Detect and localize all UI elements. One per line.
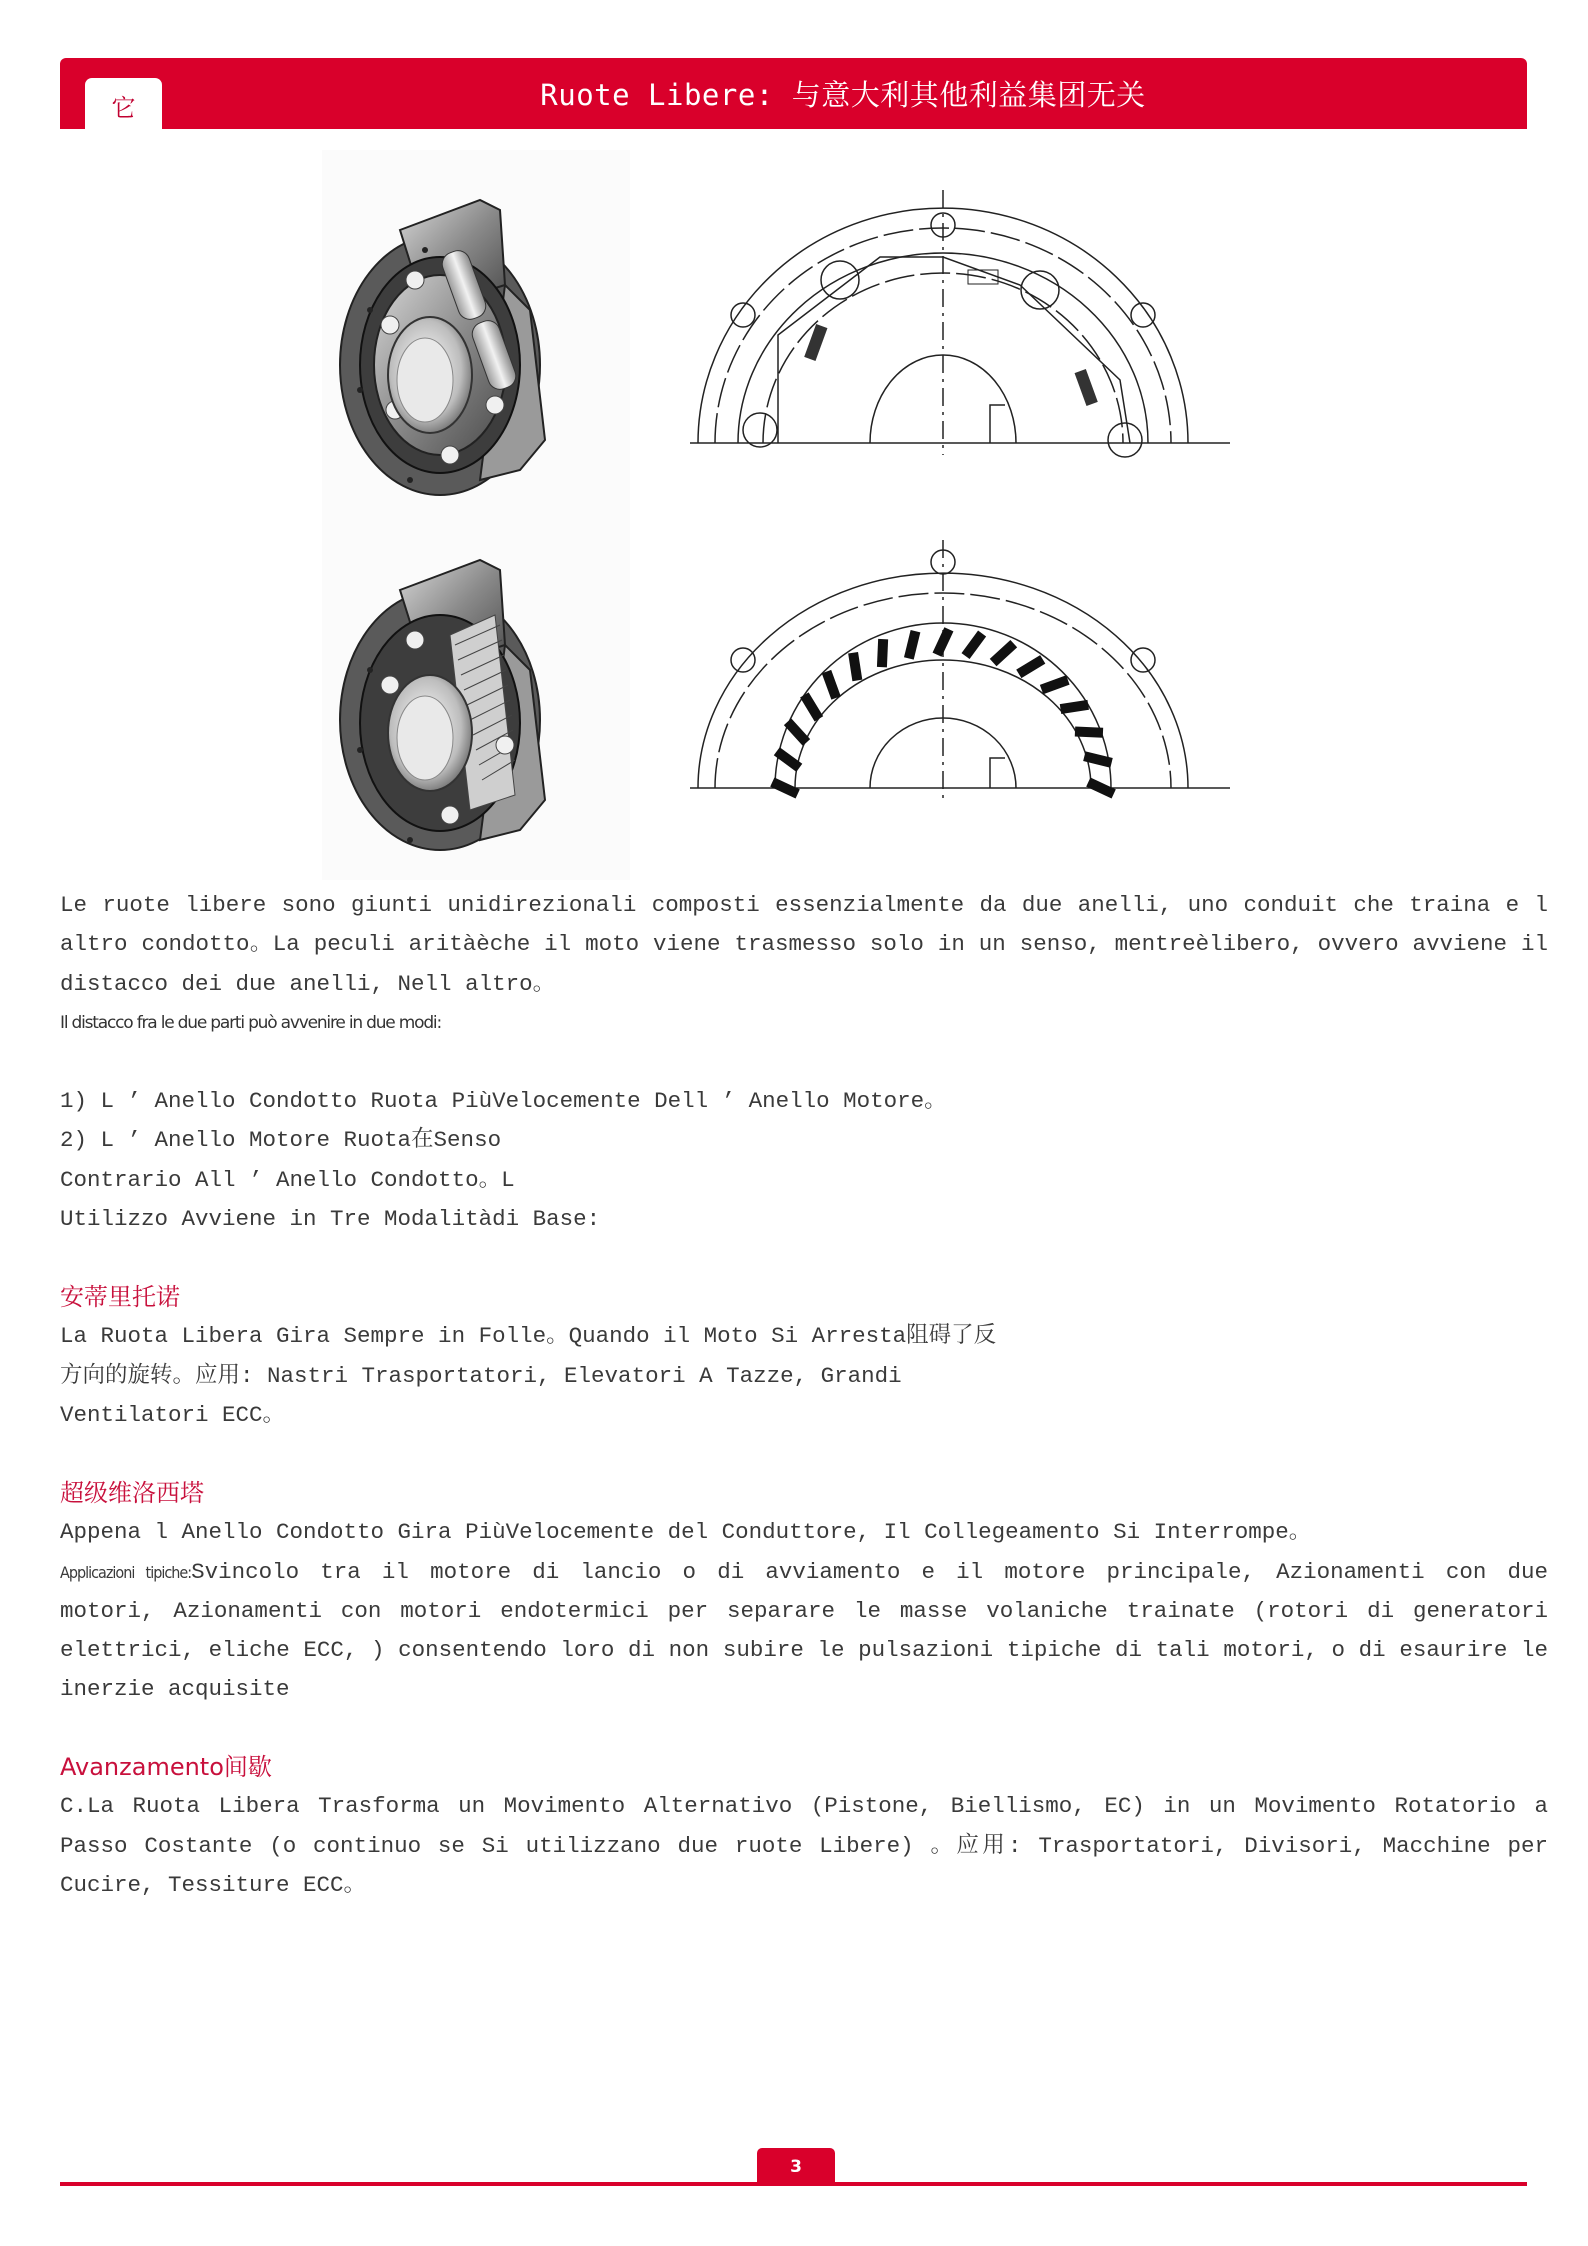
roller-freewheel-section bbox=[690, 190, 1230, 470]
intro-line: Le ruote libere sono giunti unidirezionali composti essenzialmente da due anelli, uno conduit che traina e l bbox=[60, 892, 1548, 918]
roller-circle bbox=[743, 413, 777, 447]
section-antiritorno bbox=[60, 1278, 1548, 1435]
section-line: Passo Costante (o continuo se Si utilizzano due ruote Libere) 。应用: Trasportatori, Divisori, Macchine per bbox=[60, 1832, 1548, 1859]
inner-race bbox=[778, 257, 1130, 443]
sprag-freewheel-section bbox=[690, 540, 1230, 810]
section-line: Ventilatori ECC。 bbox=[60, 1401, 286, 1428]
page-number-tab bbox=[757, 2148, 835, 2186]
intro-line: distacco dei due anelli, Nell altro。 bbox=[60, 970, 556, 997]
page-title-text: Ruote Libere: 与意大利其他利益集团无关 bbox=[540, 78, 1146, 112]
sprag bbox=[1060, 700, 1089, 714]
sprag bbox=[1016, 655, 1045, 678]
sprag bbox=[962, 631, 987, 659]
page-title bbox=[160, 58, 1526, 129]
section-line: inerzie acquisite bbox=[60, 1676, 290, 1703]
section-avanzamento bbox=[60, 1748, 1548, 1905]
section-heading: 超级维洛西塔 bbox=[60, 1479, 204, 1507]
header-tab-glyph: 它 bbox=[111, 93, 136, 122]
section-line-text: Svincolo tra il motore di lancio o di avviamento e il motore principale, Azionamenti con due bbox=[191, 1558, 1548, 1585]
mode-item: 1) L ’ Anello Condotto Ruota PiùVelocemente Dell ’ Anello Motore。 bbox=[60, 1088, 947, 1114]
header-tab bbox=[85, 78, 162, 132]
mode-item: 2) L ’ Anello Motore Ruota在Senso bbox=[60, 1127, 502, 1154]
ball bbox=[406, 271, 424, 289]
modes-list bbox=[60, 1082, 1548, 1239]
mode-item: Contrario All ’ Anello Condotto。L bbox=[60, 1166, 515, 1193]
page-number: 3 bbox=[790, 2157, 802, 2177]
section-sovravelocita bbox=[60, 1474, 1548, 1710]
sprag bbox=[904, 630, 920, 660]
section-heading: 安蒂里托诺 bbox=[60, 1283, 180, 1311]
sprag bbox=[800, 692, 823, 721]
sprag bbox=[848, 652, 862, 681]
sprag bbox=[990, 640, 1017, 666]
sprag bbox=[877, 639, 888, 667]
sprag bbox=[1040, 675, 1070, 694]
section-line: La Ruota Libera Gira Sempre in Folle。Quando il Moto Si Arresta阻碍了反 bbox=[60, 1323, 997, 1350]
sprag-freewheel-3d bbox=[330, 545, 630, 865]
ball bbox=[381, 316, 399, 334]
ball bbox=[486, 396, 504, 414]
roller-circle bbox=[821, 261, 859, 299]
section-heading: Avanzamento间歇 bbox=[60, 1753, 272, 1781]
sprag bbox=[1083, 751, 1113, 767]
roller-freewheel-3d bbox=[330, 190, 630, 510]
section-line: elettrici, eliche ECC, ) consentendo loro di non subire le pulsazioni tipiche di tali motori, o di esaurire le bbox=[60, 1637, 1548, 1664]
intro-paragraph bbox=[60, 886, 1548, 1043]
section-line: Cucire, Tessiture ECC。 bbox=[60, 1871, 367, 1898]
section-line bbox=[60, 1553, 1548, 1592]
intro-line: altro condotto。La peculi aritàèche il moto viene trasmesso solo in un senso, mentreèlibero, ovvero avviene il bbox=[60, 931, 1548, 958]
applications-label: Applicazioni tipiche: bbox=[60, 1562, 192, 1582]
sprag bbox=[784, 718, 810, 745]
springs bbox=[804, 270, 1098, 406]
section-line: 方向的旋转。应用: Nastri Trasportatori, Elevatori A Tazze, Grandi bbox=[60, 1362, 902, 1389]
intro-note: Il distacco fra le due parti può avvenire in due modi: bbox=[60, 1012, 441, 1033]
sprag bbox=[822, 670, 841, 700]
sprag bbox=[933, 627, 954, 657]
section-line: motori, Azionamenti con motori endotermici per separare le masse volaniche trainate (rotori di generatori bbox=[60, 1597, 1548, 1624]
sprag bbox=[1075, 727, 1103, 738]
section-line: C.La Ruota Libera Trasforma un Movimento Alternativo (Pistone, Biellismo, EC) in un Movimento Rotatorio a bbox=[60, 1793, 1548, 1820]
ball bbox=[441, 446, 459, 464]
mode-item: Utilizzo Avviene in Tre Modalitàdi Base: bbox=[60, 1205, 601, 1232]
section-line: Appena l Anello Condotto Gira PiùVelocemente del Conduttore, Il Collegeamento Si Interrompe。 bbox=[60, 1519, 1312, 1546]
roller-circle bbox=[1108, 423, 1142, 457]
